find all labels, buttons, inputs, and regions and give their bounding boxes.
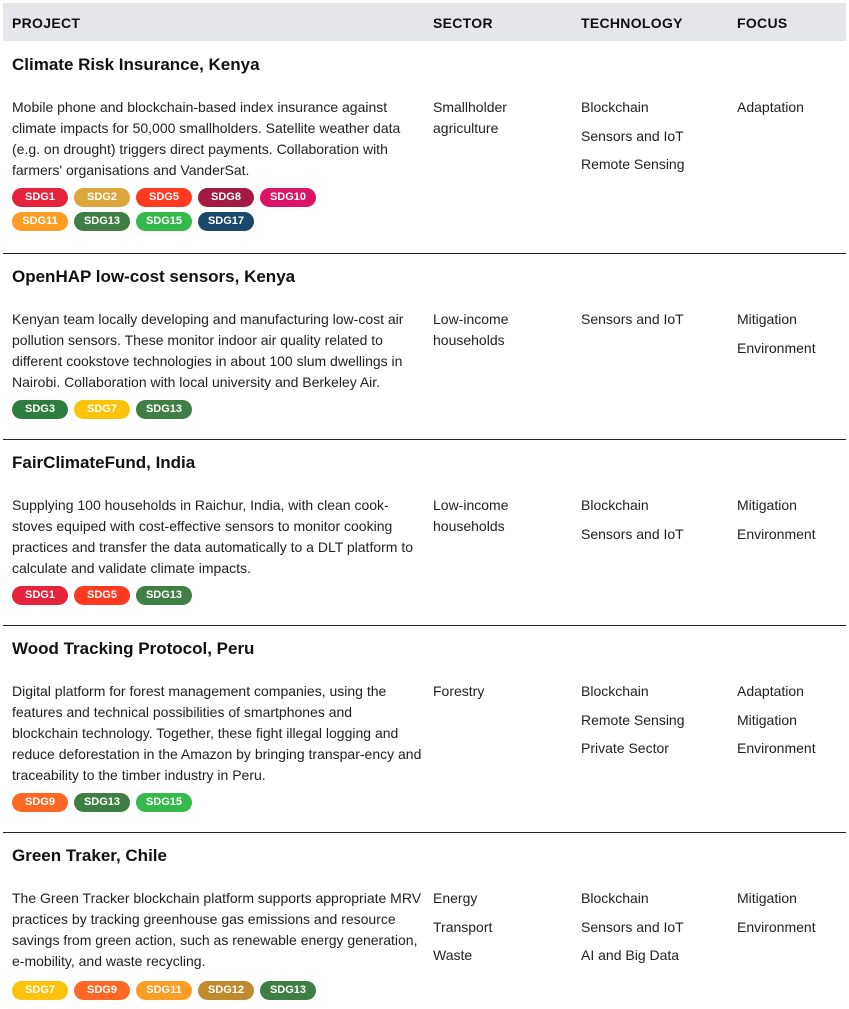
sdg-badge: SDG13: [136, 400, 192, 419]
sdg-badge: SDG13: [74, 212, 130, 231]
sdg-badge-row: [12, 981, 432, 1005]
table-row: [3, 440, 846, 626]
sector-item: Waste: [433, 947, 473, 963]
sector-item: Low-income households: [433, 311, 509, 348]
technology-cell: [581, 97, 731, 183]
sdg-badge: SDG15: [136, 212, 192, 231]
header-project: PROJECT: [12, 15, 81, 31]
sdg-badge: SDG9: [74, 981, 130, 1000]
technology-item: Blockchain: [581, 99, 649, 115]
sdg-badge: SDG11: [136, 981, 192, 1000]
sector-cell: [433, 888, 563, 974]
focus-cell: [737, 97, 847, 126]
sdg-badges: [12, 793, 432, 817]
technology-cell: [581, 681, 731, 767]
project-title: FairClimateFund, India: [12, 453, 196, 472]
technology-cell: [581, 888, 731, 974]
sdg-badge-row: [12, 212, 432, 236]
header-focus: FOCUS: [737, 15, 788, 31]
technology-item: Sensors and IoT: [581, 127, 684, 144]
technology-item: Sensors and IoT: [581, 918, 684, 935]
technology-item: Sensors and IoT: [581, 311, 684, 327]
sector-cell: [433, 97, 563, 139]
project-description: Supplying 100 households in Raichur, India, with clean cook-stoves equiped with cost-effective sensors to monitor cooking practices and transfer the data automatically to a DLT platform to calculate and validate climate impacts.: [12, 497, 414, 576]
focus-item: Environment: [737, 525, 816, 542]
sdg-badge: SDG7: [74, 400, 130, 419]
sdg-badge: SDG1: [12, 586, 68, 605]
project-description: Kenyan team locally developing and manufacturing low-cost air pollution sensors. These monitor indoor air quality related to different cookstove technologies in about 100 slum dwellings in Nairobi. Collaboration with local university and Berkeley Air.: [12, 311, 404, 390]
project-description: The Green Tracker blockchain platform supports appropriate MRV practices by tracking greenhouse gas emissions and resource savings from green action, such as renewable energy generation, e-mobility, and waste recycling.: [12, 890, 422, 969]
technology-item: AI and Big Data: [581, 947, 680, 963]
sdg-badges: [12, 188, 432, 236]
sdg-badge-row: [12, 793, 432, 817]
focus-item: Mitigation: [737, 890, 797, 906]
sector-item: Transport: [433, 918, 493, 935]
sector-cell: [433, 309, 563, 351]
sdg-badge: SDG5: [136, 188, 192, 207]
technology-item: Remote Sensing: [581, 711, 685, 728]
focus-item: Adaptation: [737, 683, 804, 699]
focus-item: Environment: [737, 740, 816, 756]
table-row: [3, 42, 846, 254]
sdg-badge-row: [12, 188, 432, 212]
focus-cell: [737, 309, 847, 366]
project-title: Climate Risk Insurance, Kenya: [12, 55, 260, 74]
technology-item: Remote Sensing: [581, 156, 685, 172]
sdg-badges: [12, 400, 432, 424]
technology-item: Blockchain: [581, 890, 649, 906]
project-title: OpenHAP low-cost sensors, Kenya: [12, 267, 296, 286]
sdg-badge: SDG13: [260, 981, 316, 1000]
sdg-badge: SDG10: [260, 188, 316, 207]
project-description: Mobile phone and blockchain-based index insurance against climate impacts for 50,000 smallholders. Satellite weather data (e.g. on drought) triggers direct payments. Collaboration with farmers' organisations and VanderSat.: [12, 99, 401, 178]
sdg-badge: SDG2: [74, 188, 130, 207]
technology-cell: [581, 309, 731, 338]
sdg-badge: SDG5: [74, 586, 130, 605]
focus-item: Adaptation: [737, 99, 804, 115]
focus-item: Environment: [737, 918, 816, 935]
sdg-badges: [12, 981, 432, 1005]
focus-cell: [737, 888, 847, 945]
sector-item: Smallholder agriculture: [433, 99, 507, 136]
focus-cell: [737, 495, 847, 552]
technology-item: Blockchain: [581, 497, 649, 513]
project-description: Digital platform for forest management companies, using the features and technical possibilities of smartphones and blockchain technology. Together, these fight illegal logging and reduce deforestation in the Amazon by bringing transpar-ency and traceability to the timber industry in Peru.: [12, 683, 422, 783]
technology-item: Sensors and IoT: [581, 525, 684, 542]
sector-cell: [433, 681, 563, 702]
focus-cell: [737, 681, 847, 767]
project-title: Green Traker, Chile: [12, 846, 167, 865]
sdg-badges: [12, 586, 432, 610]
header-sector: SECTOR: [433, 15, 493, 31]
sdg-badge: SDG3: [12, 400, 68, 419]
table-row: [3, 254, 846, 440]
technology-item: Private Sector: [581, 740, 669, 756]
technology-cell: [581, 495, 731, 552]
focus-item: Mitigation: [737, 497, 797, 513]
sdg-badge: SDG17: [198, 212, 254, 231]
focus-item: Mitigation: [737, 711, 797, 728]
sdg-badge: SDG11: [12, 212, 68, 231]
sector-item: Forestry: [433, 683, 485, 699]
sdg-badge-row: [12, 586, 432, 610]
sdg-badge-row: [12, 400, 432, 424]
sdg-badge: SDG15: [136, 793, 192, 812]
sdg-badge: SDG1: [12, 188, 68, 207]
project-title: Wood Tracking Protocol, Peru: [12, 639, 255, 658]
sdg-badge: SDG12: [198, 981, 254, 1000]
sector-item: Energy: [433, 890, 478, 906]
header-technology: TECHNOLOGY: [581, 15, 683, 31]
table-row: [3, 626, 846, 833]
table-row: [3, 833, 846, 1009]
sector-cell: [433, 495, 563, 537]
focus-item: Environment: [737, 339, 816, 356]
table-header: [3, 3, 846, 41]
sdg-badge: SDG9: [12, 793, 68, 812]
sdg-badge: SDG8: [198, 188, 254, 207]
sdg-badge: SDG13: [74, 793, 130, 812]
technology-item: Blockchain: [581, 683, 649, 699]
sdg-badge: SDG13: [136, 586, 192, 605]
focus-item: Mitigation: [737, 311, 797, 327]
sdg-badge: SDG7: [12, 981, 68, 1000]
sector-item: Low-income households: [433, 497, 509, 534]
